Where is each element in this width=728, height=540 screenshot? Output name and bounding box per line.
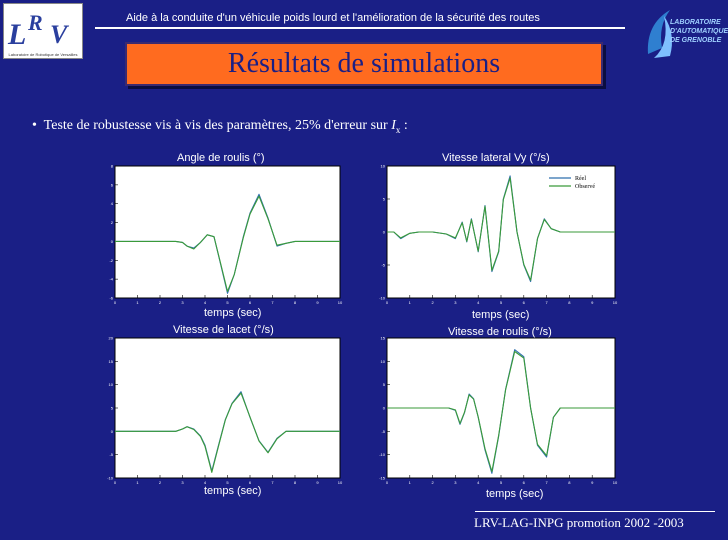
y-tick-label: -2 [109,257,113,263]
x-tick-label: 7 [545,300,548,305]
x-tick-label: 6 [248,300,252,305]
y-tick-label: 2 [110,220,113,226]
y-tick-label: 10 [108,382,113,388]
x-tick-label: 4 [203,480,207,485]
x-tick-label: 2 [158,300,162,305]
chart-lateral-velocity [372,160,622,312]
chart-3-xlabel: temps (sec) [204,485,262,497]
chart-yaw-rate [100,332,348,484]
legend-label: Réel [575,176,586,182]
y-tick-label: 10 [380,163,385,169]
y-tick-label: 8 [110,163,113,169]
y-tick-label: 6 [110,182,113,188]
x-tick-label: 4 [477,480,480,485]
y-tick-label: -5 [381,262,385,268]
bullet-text-main: Teste de robustesse vis à vis des paramètres, 25% d'erreur sur [43,118,392,133]
y-tick-label: 20 [108,335,113,341]
x-tick-label: 9 [316,300,319,305]
slide-title-box [125,42,603,86]
y-tick-label: 15 [108,358,113,364]
x-tick-label: 9 [591,480,594,485]
x-tick-label: 8 [293,300,297,305]
x-tick-label: 8 [293,480,297,485]
x-tick-label: 0 [385,480,389,485]
y-tick-label: -5 [109,452,113,458]
chart-1-xlabel: temps (sec) [204,307,262,319]
y-tick-label: -5 [381,428,385,434]
y-tick-label: 5 [382,196,385,202]
y-tick-label: -10 [379,452,385,458]
chart-2-title: Vitesse lateral Vy (°/s) [442,152,550,164]
x-tick-label: 1 [408,480,411,485]
x-tick-label: 1 [136,300,139,305]
chart-1-title: Angle de roulis (°) [177,152,265,164]
lag-logo-line: LABORATOIRE [670,19,721,26]
legend-label: Observé [575,184,595,190]
y-tick-label: 0 [110,238,113,244]
lrv-logo-letter-r: R [28,10,43,35]
x-tick-label: 7 [545,480,548,485]
lag-logo-line: D'AUTOMATIQUE [670,28,728,35]
x-tick-label: 5 [499,300,503,305]
chart-4-xlabel: temps (sec) [486,488,544,500]
x-tick-label: 5 [226,480,229,485]
bullet-suffix: : [400,118,408,133]
x-tick-label: 2 [431,300,434,305]
x-tick-label: 10 [337,300,343,305]
y-tick-label: 0 [110,428,113,434]
plot-area [115,166,340,298]
x-tick-label: 1 [408,300,411,305]
x-tick-label: 9 [316,480,319,485]
y-tick-label: 4 [110,201,113,207]
x-tick-label: 10 [337,480,343,485]
chart-roll-rate [372,332,622,484]
y-tick-label: -10 [107,475,113,481]
y-tick-label: -4 [109,276,113,282]
x-tick-label: 1 [136,480,139,485]
bullet-subscript: x [395,124,401,135]
x-tick-label: 10 [612,480,618,485]
y-tick-label: -6 [109,295,113,301]
x-tick-label: 9 [591,300,594,305]
footer-text: LRV-LAG-INPG promotion 2002 -2003 [474,515,684,530]
x-tick-label: 7 [271,300,274,305]
y-tick-label: 5 [382,382,385,388]
x-tick-label: 6 [248,480,252,485]
x-tick-label: 3 [454,480,457,485]
slide-title: Résultats de simulations [227,48,501,79]
chart-4-title: Vitesse de roulis (°/s) [448,326,552,338]
chart-2-xlabel: temps (sec) [472,309,530,321]
x-tick-label: 10 [612,300,618,305]
x-tick-label: 6 [522,300,525,305]
lrv-logo-letter-v: V [50,20,68,49]
x-tick-label: 0 [113,300,117,305]
x-tick-label: 2 [158,480,162,485]
x-tick-label: 2 [431,480,434,485]
y-tick-label: 0 [382,405,385,411]
x-tick-label: 3 [454,300,457,305]
y-tick-label: 5 [110,405,113,411]
plot-area [115,338,340,478]
x-tick-label: 0 [113,480,117,485]
x-tick-label: 3 [181,480,184,485]
chart-roll-angle [100,160,348,312]
x-tick-label: 4 [203,300,207,305]
header-subtitle: Aide à la conduite d'un véhicule poids lourd et l'amélioration de la sécurité des routes [126,12,540,24]
lag-logo [640,4,728,62]
chart-3-title: Vitesse de lacet (°/s) [173,324,274,336]
bullet-symbol: I [391,118,396,133]
x-tick-label: 5 [226,300,229,305]
header-divider [95,27,625,29]
y-tick-label: -10 [379,295,385,301]
y-tick-label: 10 [380,358,385,364]
y-tick-label: 0 [382,229,385,235]
x-tick-label: 7 [271,480,274,485]
lag-logo-line: DE GRENOBLE [670,37,722,44]
x-tick-label: 4 [477,300,480,305]
bullet-text: • Teste de robustesse vis à vis des paramètres, 25% d'erreur sur $I_x$ : [32,118,408,135]
y-tick-label: 15 [380,335,385,341]
lrv-logo-caption: Laboratoire de Robotique de Versailles [8,52,78,57]
lag-logo-text [670,18,728,45]
x-tick-label: 6 [522,480,525,485]
lrv-logo [3,3,83,59]
footer-divider [475,511,715,512]
x-tick-label: 0 [385,300,389,305]
x-tick-label: 5 [499,480,503,485]
x-tick-label: 8 [568,300,571,305]
lrv-logo-letter-l: L [8,18,27,51]
y-tick-label: -15 [379,475,385,481]
x-tick-label: 8 [568,480,571,485]
x-tick-label: 3 [181,300,184,305]
